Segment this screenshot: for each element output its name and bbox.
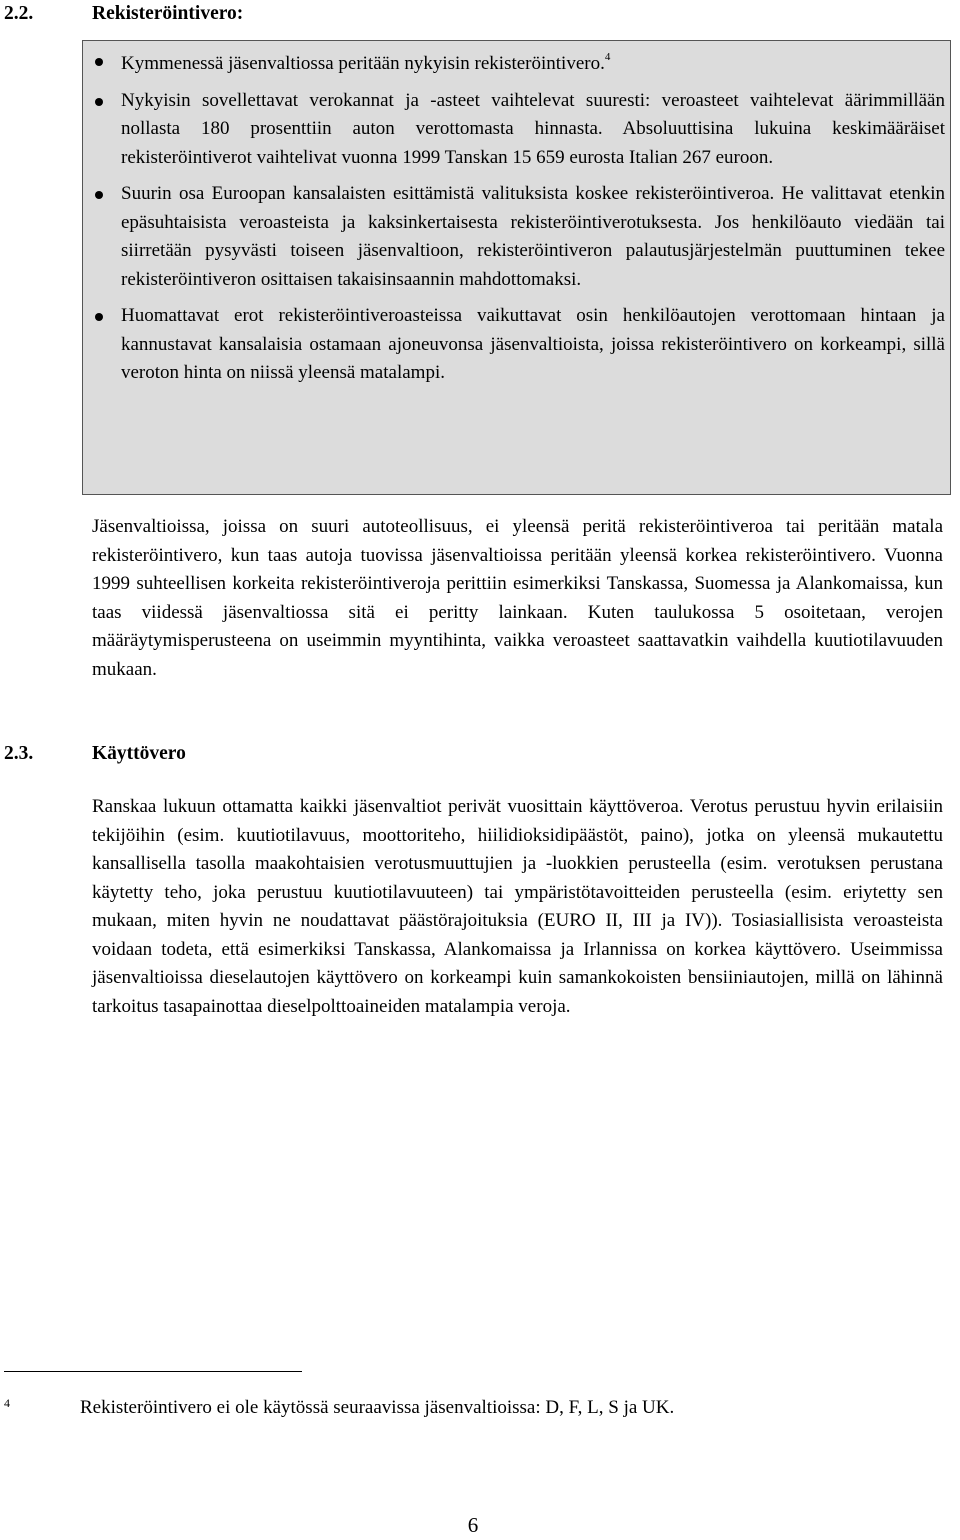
section-heading-2-2: [4, 0, 243, 29]
bullet-item: [89, 180, 945, 294]
footnote-text: Rekisteröintivero ei ole käytössä seuraavissa jäsenvaltioissa: D, F, L, S ja UK.: [80, 1397, 675, 1418]
bullet-text: Huomattavat erot rekisteröintiveroasteissa vaikuttavat osin henkilöautojen verottomaan hintaan ja kannustavat kansalaisia ostamaan ajoneuvonsa jäsenvaltioista, joissa rekisteröintivero on korkeampi, sillä veroton hinta on niissä yleensä matalampi.: [121, 305, 945, 383]
section-heading-2-3: [4, 740, 186, 769]
bullet-item: [89, 302, 945, 388]
body-paragraph: Ranskaa lukuun ottamatta kaikki jäsenvaltiot perivät vuosittain käyttöveroa. Verotus perustuu hyvin erilaisiin tekijöihin (esim. kuutiotilavuus, moottoriteho, hiilidioksidipäästöt, paino), jotka on yleensä mukautettu kansallisella tasolla maakohtaisien verotusmuuttujien ja -luokkien perusteella (esim. verotuksen perustana käytetty teho, joka perustuu kuutiotilavuuteen) tai ympäristötavoitteiden perusteella (esim. eriytetty sen mukaan, miten hyvin ne noudattavat päästörajoituksia (EURO II, III ja IV)). Tosiasiallisista veroasteista voidaan todeta, että esimerkiksi Tanskassa, Alankomaissa ja Irlannissa on korkea käyttövero. Useimmissa jäsenvaltioissa dieselautojen käyttövero on korkeampi kuin samankokoisten bensiiniautojen, millä on lähinnä tarkoitus tasapainottaa dieselpolttoaineiden matalampia veroja.: [92, 796, 943, 1017]
footnote-mark: 4: [4, 1396, 10, 1410]
section-title: Käyttövero: [92, 743, 186, 764]
footnote-separator: [4, 1371, 302, 1372]
page-number: 6: [467, 1513, 479, 1537]
section-number: 2.3.: [4, 743, 34, 764]
section-number: 2.2.: [4, 3, 34, 24]
footnote-reference[interactable]: 4: [604, 51, 611, 63]
bullet-item: [89, 50, 945, 79]
bullet-text: Suurin osa Euroopan kansalaisten esittämistä valituksista koskee rekisteröintiveroa. He valittavat etenkin epäsuhtaisista veroasteista ja kaksinkertaisesta rekisteröintiverotuksesta. Jos henkilöauto viedään tai siirretään pysyvästi toiseen jäsenvaltioon, rekisteröintiveron palautusjärjestelmän puuttuminen tekee rekisteröintiveron osittaisen takaisinsaannin mahdottomaksi.: [121, 183, 945, 290]
body-paragraph: Jäsenvaltioissa, joissa on suuri autoteollisuus, ei yleensä peritä rekisteröintiveroa tai peritään matala rekisteröintivero, kun taas autoja tuovissa jäsenvaltioissa peritään yleensä korkea rekisteröintivero. Vuonna 1999 suhteellisen korkeita rekisteröintiveroja perittiin esimerkiksi Tanskassa, Suomessa ja Alankomaissa, kun taas viidessä jäsenvaltiossa sitä ei peritty lainkaan. Kuten taulukossa 5 osoitetaan, verojen määräytymisperusteena on useimmin myyntihinta, vaikka veroasteet saattavatkin vaihdella kuutiotilavuuden mukaan.: [92, 516, 943, 680]
bullet-text: Nykyisin sovellettavat verokannat ja -asteet vaihtelevat suuresti: veroasteet vaihtelevat äärimmillään nollasta 180 prosenttiin auton verottomasta hinnasta. Absoluuttisina lukuina keskimääräiset rekisteröintiverot vaihtelivat vuonna 1999 Tanskan 15 659 eurosta Italian 267 euroon.: [121, 89, 945, 168]
bullet-list: [89, 50, 945, 388]
section-title: Rekisteröintivero:: [92, 3, 244, 24]
bullet-item: [89, 87, 945, 173]
bullet-text: Kymmenessä jäsenvaltiossa peritään nykyisin rekisteröintivero.: [121, 53, 605, 74]
